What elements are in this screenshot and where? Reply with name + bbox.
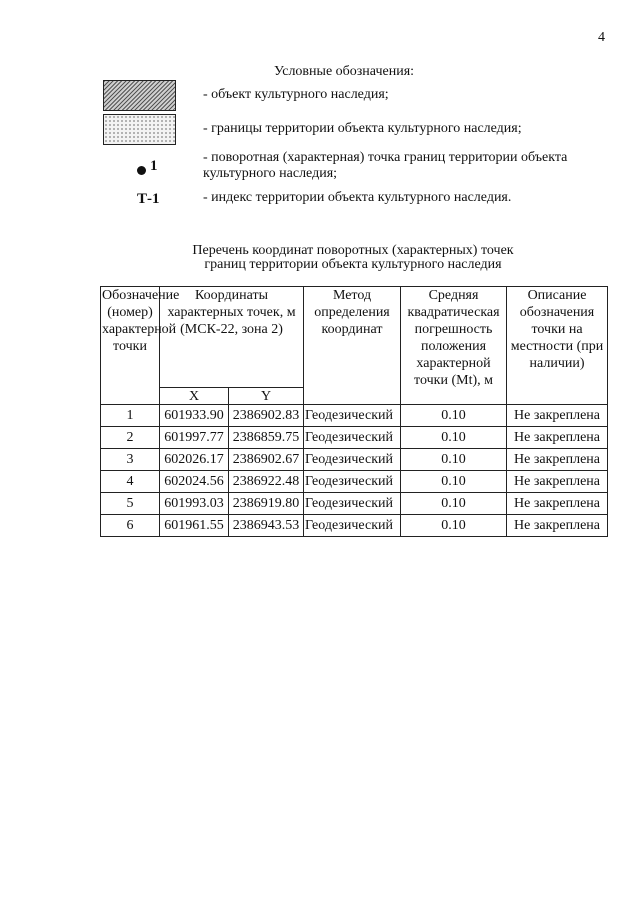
legend-item-point: - поворотная (характерная) точка границ территории объекта культурного наследия;	[203, 150, 568, 181]
legend-title: Условные обозначения:	[274, 64, 415, 79]
legend-item-territory: - границы территории объекта культурного наследия;	[203, 121, 522, 136]
header-method: Метод определения координат	[304, 287, 401, 405]
table-row	[101, 471, 608, 493]
cell-number: 2	[101, 427, 160, 449]
cell-error: 0.10	[401, 471, 507, 493]
header-coordinates: Координаты характерных точек, м (МСК-22, зона 2)	[160, 287, 304, 388]
cell-error: 0.10	[401, 405, 507, 427]
cell-description: Не закреплена	[507, 405, 608, 427]
header-description: Описание обозначения точки на местности (при наличии)	[507, 287, 608, 405]
cell-number: 3	[101, 449, 160, 471]
page-number: 4	[598, 30, 605, 45]
cell-description: Не закреплена	[507, 493, 608, 515]
cell-method: Геодезический	[304, 471, 401, 493]
cell-number: 4	[101, 471, 160, 493]
cell-y: 2386859.75	[229, 427, 304, 449]
cell-number: 1	[101, 405, 160, 427]
cell-y: 2386943.53	[229, 515, 304, 537]
header-designation: Обозначение (номер) характерной точки	[101, 287, 160, 405]
cell-x: 601993.03	[160, 493, 229, 515]
table-row	[101, 515, 608, 537]
cell-method: Геодезический	[304, 427, 401, 449]
cell-description: Не закреплена	[507, 427, 608, 449]
cell-number: 6	[101, 515, 160, 537]
cell-error: 0.10	[401, 515, 507, 537]
table-title	[100, 244, 606, 272]
legend-item-index: - индекс территории объекта культурного наследия.	[203, 190, 512, 205]
header-error: Средняя квадратическая погрешность положения характерной точки (Mt), м	[401, 287, 507, 405]
cell-description: Не закреплена	[507, 449, 608, 471]
territory-index-symbol: Т-1	[137, 191, 160, 207]
cell-x: 601961.55	[160, 515, 229, 537]
point-dot-icon	[137, 166, 146, 175]
cell-y: 2386902.67	[229, 449, 304, 471]
table-row	[101, 427, 608, 449]
table-row	[101, 449, 608, 471]
cell-y: 2386919.80	[229, 493, 304, 515]
territory-border-swatch	[103, 114, 176, 145]
cell-method: Геодезический	[304, 493, 401, 515]
cell-y: 2386922.48	[229, 471, 304, 493]
header-y: Y	[229, 388, 304, 405]
table-row	[101, 493, 608, 515]
cell-method: Геодезический	[304, 515, 401, 537]
header-x: X	[160, 388, 229, 405]
cell-method: Геодезический	[304, 449, 401, 471]
cell-x: 601997.77	[160, 427, 229, 449]
cell-x: 601933.90	[160, 405, 229, 427]
cell-description: Не закреплена	[507, 471, 608, 493]
coordinates-table	[100, 286, 608, 537]
cell-error: 0.10	[401, 493, 507, 515]
cell-number: 5	[101, 493, 160, 515]
table-title-line1: Перечень координат поворотных (характерных) точек	[192, 243, 514, 258]
table-title-line2: границ территории объекта культурного наследия	[204, 257, 502, 272]
cell-method: Геодезический	[304, 405, 401, 427]
legend-item-object: - объект культурного наследия;	[203, 87, 389, 102]
cell-x: 602024.56	[160, 471, 229, 493]
cell-error: 0.10	[401, 449, 507, 471]
cell-description: Не закреплена	[507, 515, 608, 537]
cell-y: 2386902.83	[229, 405, 304, 427]
cultural-object-swatch	[103, 80, 176, 111]
point-symbol-number: 1	[150, 158, 158, 174]
table-row	[101, 405, 608, 427]
cell-x: 602026.17	[160, 449, 229, 471]
cell-error: 0.10	[401, 427, 507, 449]
